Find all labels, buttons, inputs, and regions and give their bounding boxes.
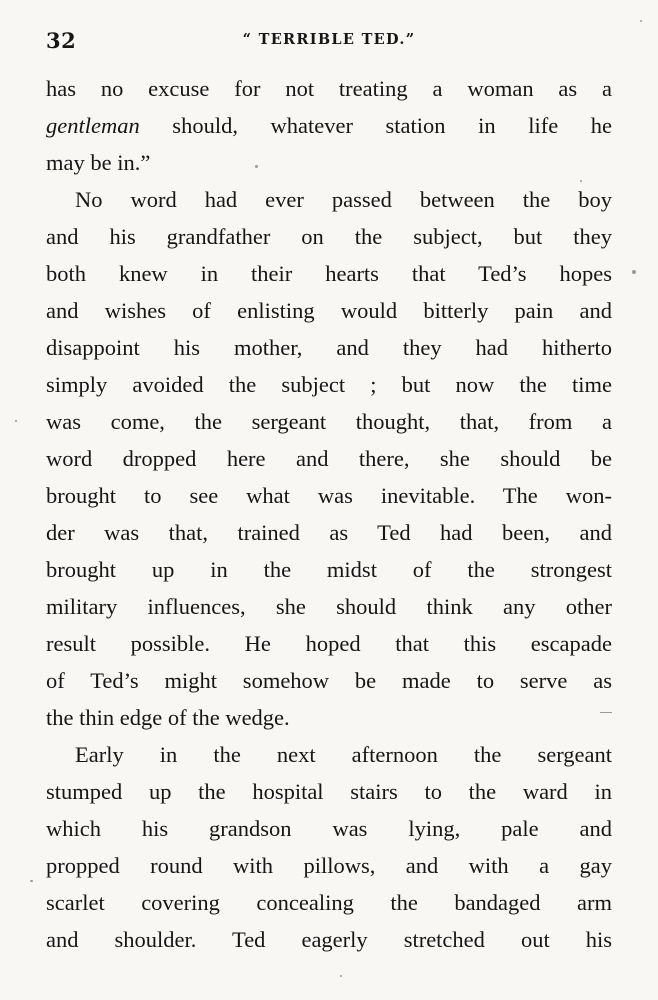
text-line: word dropped here and there, she should be — [46, 446, 612, 471]
text-line: and his grandfather on the subject, but they — [46, 224, 612, 249]
scan-speck — [640, 20, 642, 22]
text-line: der was that, trained as Ted had been, and — [46, 520, 612, 545]
text-line: scarlet covering concealing the bandaged arm — [46, 890, 612, 915]
text-line: and shoulder. Ted eagerly stretched out his — [46, 927, 612, 952]
text-line: was come, the sergeant thought, that, from a — [46, 409, 612, 434]
text-line: Early in the next afternoon the sergeant — [75, 742, 612, 767]
scan-speck — [632, 270, 636, 274]
text-line: of Ted’s might somehow be made to serve as — [46, 668, 612, 693]
scan-speck — [30, 880, 33, 882]
running-title: “ TERRIBLE TED.” — [242, 31, 416, 48]
text-line: military influences, she should think any other — [46, 594, 612, 619]
text-line: and wishes of enlisting would bitterly pain and — [46, 298, 612, 323]
text-line: gentleman should, whatever station in life he — [46, 113, 612, 138]
text-line: brought to see what was inevitable. The won- — [46, 483, 612, 508]
text-line: simply avoided the subject ; but now the time — [46, 372, 612, 397]
text-line: disappoint his mother, and they had hitherto — [46, 335, 612, 360]
text-line: stumped up the hospital stairs to the ward in — [46, 779, 612, 804]
text-line: which his grandson was lying, pale and — [46, 816, 612, 841]
italic-word: gentleman — [46, 113, 140, 138]
page-number: 32 — [46, 28, 77, 53]
text-line: result possible. He hoped that this escapade — [46, 631, 612, 656]
text-line: brought up in the midst of the strongest — [46, 557, 612, 582]
scan-speck — [15, 420, 17, 422]
text-line: both knew in their hearts that Ted’s hopes — [46, 261, 612, 286]
text-line: may be in.” — [46, 150, 151, 175]
scan-speck — [340, 975, 342, 977]
text-line: No word had ever passed between the boy — [75, 187, 612, 212]
text-line: propped round with pillows, and with a gay — [46, 853, 612, 878]
text-line: the thin edge of the wedge. — [46, 705, 290, 730]
text-line: has no excuse for not treating a woman as a — [46, 76, 612, 101]
